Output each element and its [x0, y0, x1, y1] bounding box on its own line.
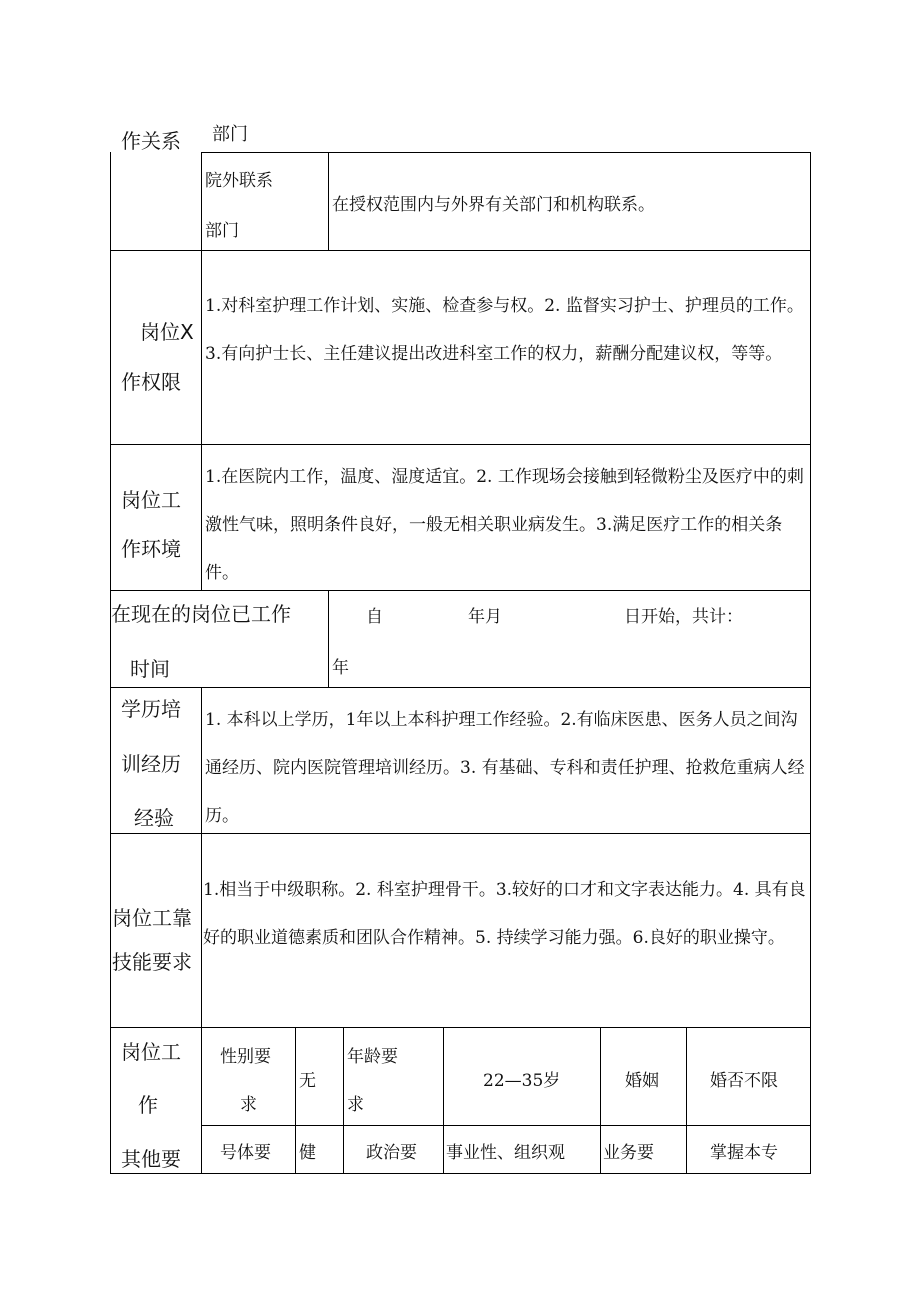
tenure-year-month: 年月: [468, 607, 502, 627]
authority-label-2: 作权限: [121, 370, 181, 394]
tenure-label-2: 时间: [130, 657, 170, 681]
other-label-1: 岗位工: [121, 1040, 181, 1064]
environment-label-1: 岗位工: [121, 488, 181, 512]
gender-label-1: 性别要: [220, 1047, 271, 1067]
education-content: 1. 本科以上学历，1年以上本科护理工作经验。2.有临床医患、医务人员之间沟通经历、院内医院管理培训经历。3. 有基础、专科和责任护理、抢救危重病人经历。: [205, 710, 805, 826]
age-label-2: 求: [347, 1095, 364, 1115]
skills-label-1: 岗位工靠: [112, 906, 192, 930]
skills-content: 1.相当于中级职称。2. 科室护理骨干。3.较好的口才和文字表达能力。4. 具有良好的职业道德素质和团队合作精神。5. 持续学习能力强。6.良好的职业操守。: [203, 880, 806, 948]
authority-label-1: 岗位X: [140, 320, 194, 344]
education-label-3: 经验: [134, 806, 174, 830]
section-label-department: 部门: [212, 124, 248, 145]
section-label-work-relations: 作关系: [121, 129, 181, 153]
body-label: 号体要: [220, 1143, 271, 1163]
business-label: 业务要: [603, 1143, 654, 1163]
marriage-value: 婚否不限: [710, 1071, 778, 1091]
skills-label-2: 技能要求: [112, 950, 192, 974]
authority-content: 1.对科室护理工作计划、实施、检查参与权。2. 监督实习护士、护理员的工作。3.有向护士长、主任建议提出改进科室工作的权力，薪酬分配建议权，等等。: [205, 296, 804, 364]
external-contact-label-2: 部门: [205, 221, 239, 241]
age-value: 22—35岁: [483, 1071, 561, 1091]
gender-label-2: 求: [240, 1095, 257, 1115]
other-label-2: 作: [138, 1093, 158, 1117]
tenure-from: 自: [366, 607, 383, 627]
tenure-start-total: 日开始，共计：: [624, 607, 743, 627]
gender-value: 无: [299, 1071, 316, 1091]
politics-label: 政治要: [366, 1143, 417, 1163]
environment-content: 1.在医院内工作，温度、湿度适宜。2. 工作现场会接触到轻微粉尘及医疗中的刺激性气味，照明条件良好，一般无相关职业病发生。3.满足医疗工作的相关条件。: [205, 467, 804, 583]
other-label-3: 其他要: [121, 1147, 181, 1171]
education-label-1: 学历培: [121, 697, 181, 721]
tenure-label-1: 在现在的岗位已工作: [111, 602, 291, 626]
education-label-2: 训经历: [121, 752, 181, 776]
body-value: 健: [299, 1143, 316, 1163]
external-contact-label-1: 院外联系: [205, 171, 273, 191]
politics-value: 事业性、组织观: [446, 1143, 565, 1163]
age-label-1: 年龄要: [347, 1047, 398, 1067]
business-value: 掌握本专: [710, 1143, 778, 1163]
environment-label-2: 作环境: [121, 537, 181, 561]
marriage-label: 婚姻: [625, 1071, 659, 1091]
external-contact-content: 在授权范围内与外界有关部门和机构联系。: [332, 195, 655, 215]
tenure-year: 年: [332, 658, 349, 678]
